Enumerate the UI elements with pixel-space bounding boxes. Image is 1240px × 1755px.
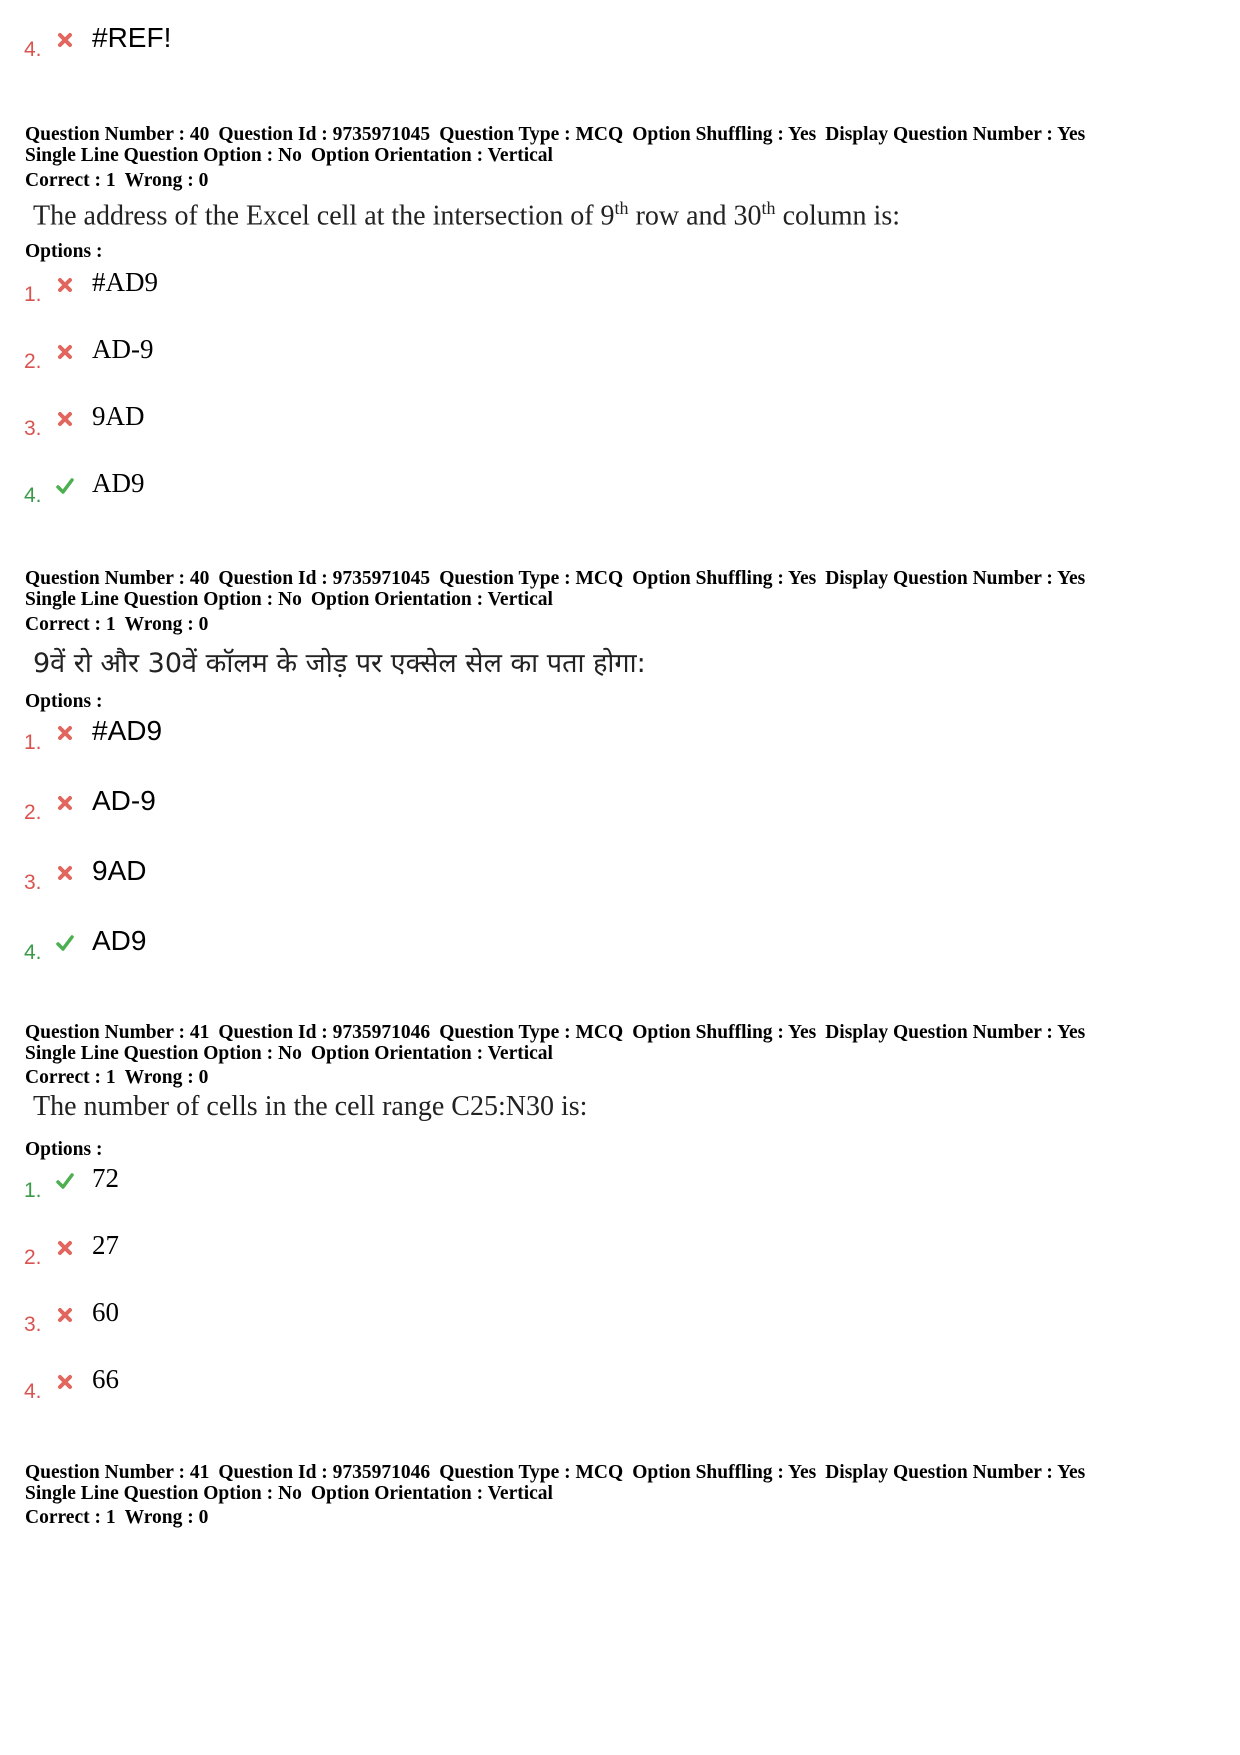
option-number: 4. (24, 941, 42, 964)
score-line: Correct : 1 Wrong : 0 (25, 1067, 209, 1088)
cross-icon (55, 1238, 75, 1258)
option-text: 60 (92, 1297, 119, 1327)
cross-icon (55, 723, 75, 743)
option-3 (24, 1295, 724, 1339)
option-1 (24, 1161, 724, 1205)
option-number: 2. (24, 350, 42, 373)
cross-icon (55, 30, 75, 50)
question-meta: Question Number : 40 Question Id : 9735971045 Question Type : MCQ Option Shuffling : Yes Display Question Number : Yes Single Line Question Option : No Option Orientation : Vertical (25, 568, 1086, 610)
options-label: Options : (25, 241, 103, 262)
cross-icon (55, 409, 75, 429)
options-label: Options : (25, 691, 103, 712)
score-line: Correct : 1 Wrong : 0 (25, 1507, 209, 1528)
option-text: 9AD (92, 401, 145, 431)
option-3 (24, 853, 724, 897)
question-text: The number of cells in the cell range C25:N30 is: (33, 1091, 588, 1122)
score-line: Correct : 1 Wrong : 0 (25, 614, 209, 635)
option-4 (24, 923, 724, 967)
option-text: 72 (92, 1163, 119, 1193)
option-number: 2. (24, 801, 42, 824)
top-option-4 (24, 20, 724, 64)
option-number: 4. (24, 1380, 42, 1403)
question-text: 9वें रो और 30वें कॉलम के जोड़ पर एक्सेल सेल का पता होगा: (33, 648, 646, 679)
option-2 (24, 332, 724, 376)
option-3 (24, 399, 724, 443)
option-text: #AD9 (92, 267, 158, 297)
question-meta: Question Number : 41 Question Id : 9735971046 Question Type : MCQ Option Shuffling : Yes Display Question Number : Yes Single Line Question Option : No Option Orientation : Vertical (25, 1022, 1086, 1064)
option-text: 66 (92, 1364, 119, 1394)
option-number: 2. (24, 1246, 42, 1269)
option-number: 1. (24, 1179, 42, 1202)
option-text: AD-9 (92, 334, 154, 364)
score-line: Correct : 1 Wrong : 0 (25, 170, 209, 191)
check-icon (55, 933, 75, 953)
cross-icon (55, 863, 75, 883)
question-meta: Question Number : 40 Question Id : 9735971045 Question Type : MCQ Option Shuffling : Yes Display Question Number : Yes Single Line Question Option : No Option Orientation : Vertical (25, 124, 1086, 166)
options-label: Options : (25, 1139, 103, 1160)
check-icon (55, 476, 75, 496)
cross-icon (55, 1372, 75, 1392)
option-text: 9AD (92, 855, 147, 886)
option-number: 1. (24, 731, 42, 754)
option-number: 4. (24, 484, 42, 507)
cross-icon (55, 1305, 75, 1325)
option-text: AD9 (92, 925, 147, 956)
option-4 (24, 1362, 724, 1406)
option-4 (24, 466, 724, 510)
option-text: #REF! (92, 22, 172, 53)
option-1 (24, 265, 724, 309)
option-text: #AD9 (92, 715, 163, 746)
question-meta: Question Number : 41 Question Id : 9735971046 Question Type : MCQ Option Shuffling : Yes Display Question Number : Yes Single Line Question Option : No Option Orientation : Vertical (25, 1462, 1086, 1504)
option-text: AD-9 (92, 785, 156, 816)
option-number: 3. (24, 417, 42, 440)
cross-icon (55, 275, 75, 295)
option-2 (24, 783, 724, 827)
option-number: 4. (24, 38, 42, 61)
option-number: 1. (24, 283, 42, 306)
option-text: AD9 (92, 468, 145, 498)
option-2 (24, 1228, 724, 1272)
option-1 (24, 713, 724, 757)
option-text: 27 (92, 1230, 119, 1260)
question-text: The address of the Excel cell at the intersection of 9th row and 30th column is: (33, 198, 901, 232)
option-number: 3. (24, 871, 42, 894)
option-number: 3. (24, 1313, 42, 1336)
cross-icon (55, 342, 75, 362)
cross-icon (55, 793, 75, 813)
check-icon (55, 1171, 75, 1191)
